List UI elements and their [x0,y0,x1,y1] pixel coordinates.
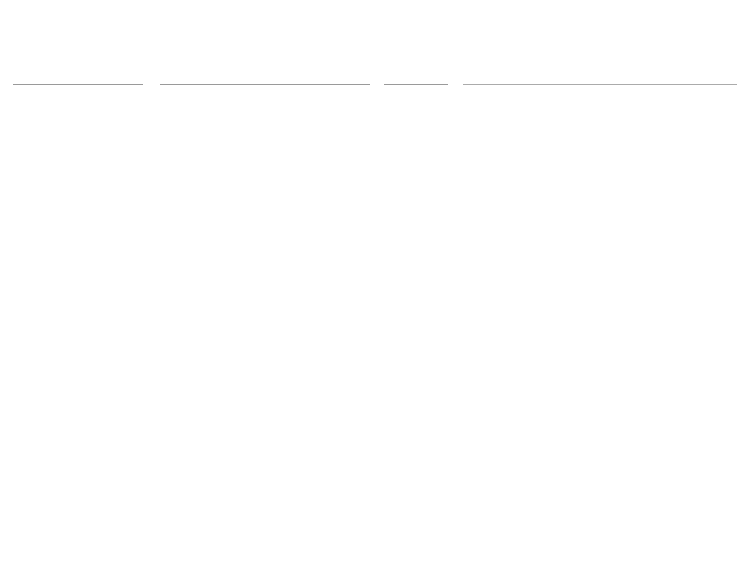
col-header-no [73,63,143,85]
col-header-qty [384,63,448,85]
col-header-name [160,63,370,85]
col-header-remarks [463,63,737,85]
header-left-rule [13,84,74,85]
table-header-row [0,63,750,85]
